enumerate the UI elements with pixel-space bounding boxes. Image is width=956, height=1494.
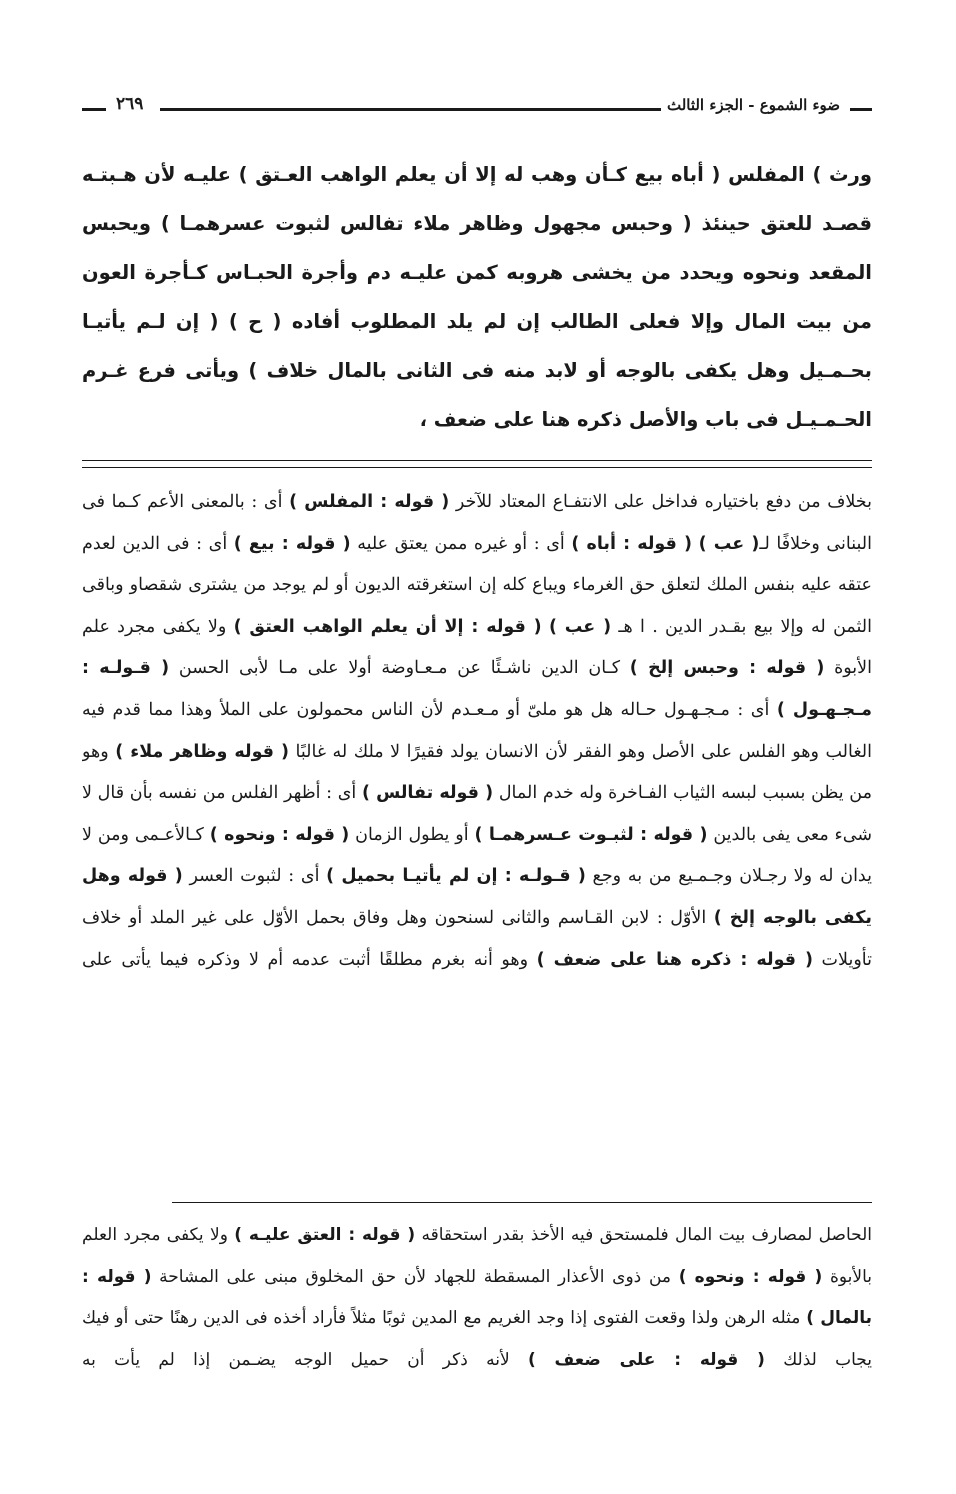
running-title: ضوء الشموع - الجزء الثالث bbox=[661, 96, 846, 114]
commentary-segment: بخلاف من دفع باختياره فداخل على الانتفـاع المعتاد للآخر bbox=[449, 492, 872, 512]
commentary-segment: الحاصل لمصارف بيت المال فلمستحق فيه الأخذ بقدر استحقاقه bbox=[415, 1225, 872, 1245]
citation-lemma: ( عب ) bbox=[548, 616, 612, 637]
footnote-divider bbox=[172, 1202, 872, 1203]
citation-lemma: ( قـولـه : مـجـهـول ) bbox=[82, 658, 872, 720]
commentary-segment: وهو من يظن بسبب لبسه الثياب الفـاخرة وله خدم المال bbox=[82, 741, 872, 804]
commentary-text bbox=[82, 482, 872, 1190]
commentary-segment: أى : مـجـهـول حـاله هل هو ملىّ أو مـعـدم لأن الناس محمولون على الملأ وهذا مما قدم فيه الغالب وهو الفلس على الأصل وهو الفقر لأن الانسان يولد فقيرًا لا ملك له غالبًا bbox=[82, 699, 872, 762]
commentary-segment: وهو أنه بغرم مطلقًا أثبت عدمه أم لا وذكره فيما يأتى على bbox=[82, 949, 537, 970]
citation-lemma: ( قوله : المفلس ) bbox=[289, 492, 450, 512]
commentary-segment: كـان الدين ناشـئًا عن مـعـاوضة أولا على مـا لأبى الحسن bbox=[169, 658, 630, 679]
citation-lemma: ( قوله وهل يكفى بالوجه إلخ ) bbox=[82, 866, 872, 928]
commentary-segment: أو يطول الزمان bbox=[349, 824, 475, 845]
commentary-segment: الأوّل : لابن القـاسم والثانى لسنحون وهل وفاق بحمل الأوّل على غير الملد أو خلاف تأويلات bbox=[82, 907, 872, 970]
citation-lemma: ( قوله : بيع ) bbox=[233, 533, 351, 554]
citation-lemma: ( قوله : ونحوه ) bbox=[209, 824, 350, 845]
commentary-segment: أى : أظهر الفلس من نفسه بأن قال لا شىء معى يفى بالدين bbox=[82, 783, 872, 845]
page-header bbox=[82, 92, 872, 122]
commentary-segment: أى : فى الدين لعدم عتقه عليه بنفس الملك لتعلق حق الغرماء ويباع كله إن استغرقته الديون أو لم يوجد من يشترى شقصاو وباقى الثمن له وإلا بيع بقـدر الدين . ا هـ bbox=[82, 533, 872, 637]
citation-lemma: ( قوله : لثبـوت عـسرهمـا ) bbox=[474, 824, 708, 845]
commentary-segment: مثله الرهن ولذا وقعت الفتوى إذا وجد الغريم مع المدين ثوبًا مثلاً فأراد أخذه فى الدين رهنًا حتى أو فيك يجاب لذلك bbox=[82, 1308, 872, 1370]
citation-lemma: ( قوله : وحبس إلخ ) bbox=[629, 658, 825, 679]
commentary-segment bbox=[542, 617, 549, 637]
citation-lemma: ( قوله : ونحوه ) bbox=[678, 1266, 823, 1287]
commentary-segment: من ذوى الأعذار المسقطة للجهاد لأن حق المخلوق مبنى على المشاحة bbox=[151, 1266, 679, 1287]
commentary-segment bbox=[692, 534, 699, 554]
commentary-segment: ولا يكفى مجرد العلم بالأبوة bbox=[82, 1225, 872, 1287]
citation-lemma: ( قوله : ذكره هنا على ضعف ) bbox=[536, 949, 814, 970]
citation-lemma: ( قوله : أباه ) bbox=[571, 533, 692, 554]
citation-lemma: ( عب ) bbox=[698, 533, 760, 554]
header-dash-left bbox=[82, 108, 106, 111]
citation-lemma: ( قوله : إلا أن يعلم الواهب العتق ) bbox=[233, 616, 542, 637]
book-page bbox=[82, 92, 872, 1465]
double-divider bbox=[82, 460, 872, 468]
citation-lemma: ( قـولـه : إن لم يأتيـا بحميل ) bbox=[326, 866, 586, 887]
commentary-segment: كـالأعـمى ومن لا يدان له ولا رجـلان وجـمـيع من به وجع bbox=[82, 824, 872, 887]
main-text: ورث ) المفلس ( أباه بيع كـأن وهب له إلا أن يعلم الواهب العـتق ) عليـه لأن هـبتـه قصـد للعتق حينئذ ( وحبس مجهول وظاهر ملاء تفالس لثبوت عسرهمـا ) ويحبس المقعد ونحوه ويحدد من يخشى هروبه كمن عليـه دم وأجرة الحبـاس كـأجرة العون من بيت المال وإلا فعلى الطالب إن لم يلد المطلوب أفاده ( ح ) ( إن لـم يأتيـا بحـمـيل وهل يكفى بالوجه أو لابد منه فى الثانى بالمال خلاف ) ويأتى فرع غـرم الحـمـيـل فى باب والأصل ذكره هنا على ضعف ، bbox=[82, 163, 872, 431]
citation-lemma: ( قوله : بالمال ) bbox=[82, 1266, 872, 1328]
commentary-segment: ولا يكفى مجرد علم الأبوة bbox=[82, 616, 872, 679]
commentary-segment: أى : بالمعنى الأعم كـما فى البنانى وخلافًا لـ bbox=[82, 492, 872, 554]
header-rule bbox=[160, 108, 672, 111]
commentary-segment: أى : أو غيره ممن يعتق عليه bbox=[350, 533, 572, 554]
footnote-text bbox=[82, 1215, 872, 1465]
header-dash-right bbox=[850, 108, 872, 111]
citation-lemma: ( قوله تفالس ) bbox=[361, 783, 494, 804]
citation-lemma: ( قوله وظاهر ملاء ) bbox=[115, 741, 290, 762]
citation-lemma: ( قوله : العتق عليـه ) bbox=[234, 1225, 416, 1245]
commentary-segment: أى : لثبوت العسر bbox=[182, 866, 327, 887]
page-number: ٢٦٩ bbox=[112, 94, 147, 114]
citation-lemma: ( قوله : على ضعف ) bbox=[527, 1349, 765, 1370]
commentary-segment: لأنه ذكر أن حميل الوجه يضـمن إذا لم يأت به bbox=[82, 1349, 528, 1370]
